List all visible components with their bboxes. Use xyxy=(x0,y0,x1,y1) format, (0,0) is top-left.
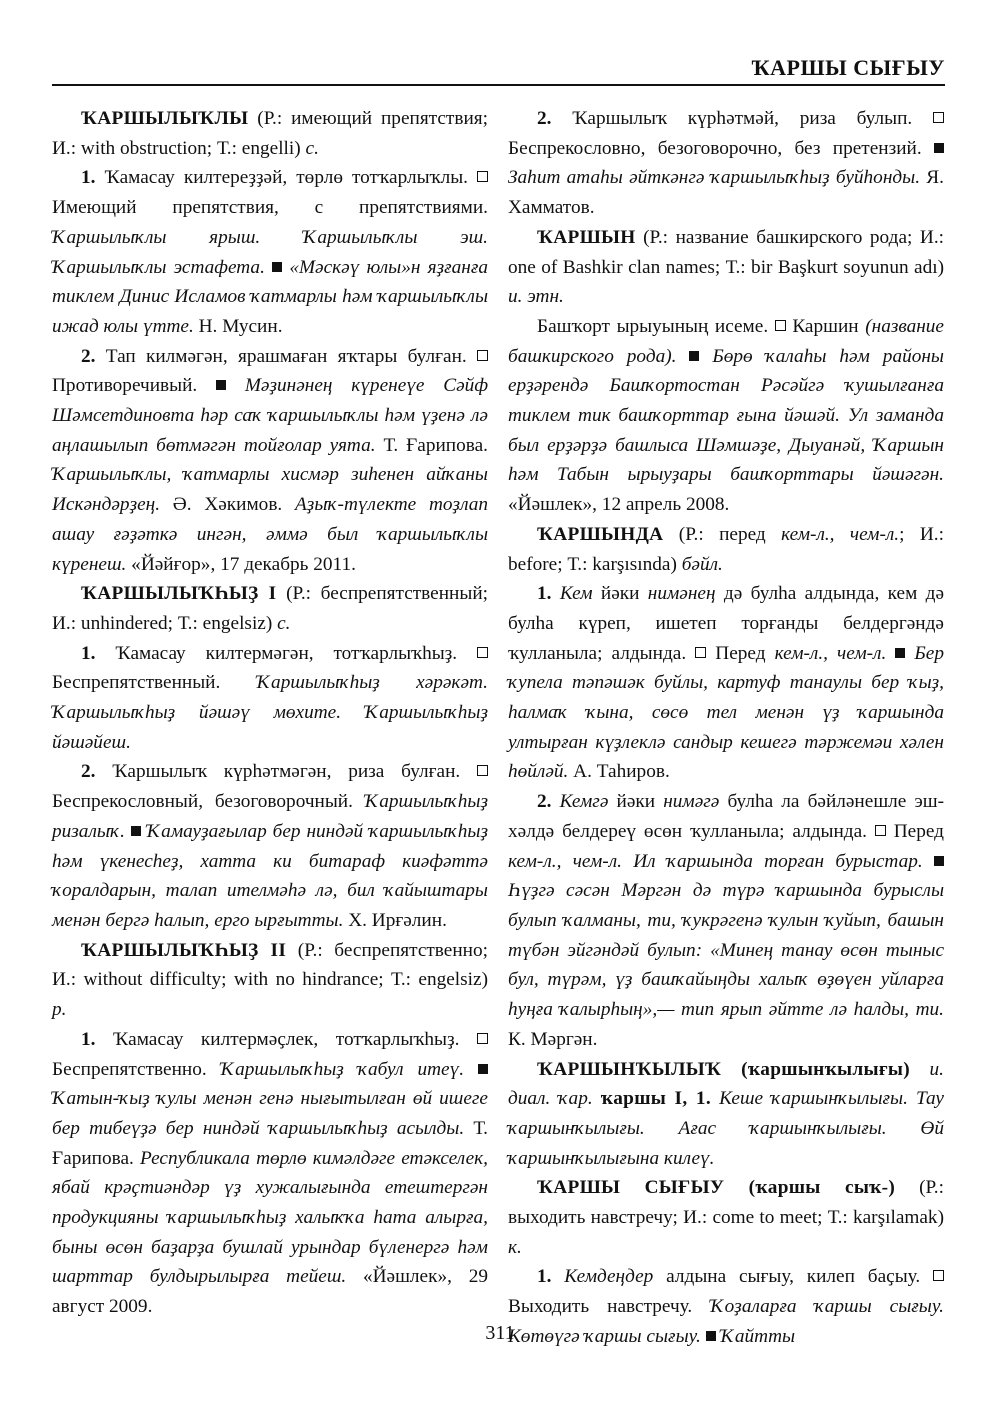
part-of-speech: и. диал. ҡар. xyxy=(508,1058,944,1110)
usage-examples: Ҡаршылыҡһыҙ хәрәкәт. Ҡаршылыҡһыҙ йәшәү мөхите. Ҡаршылыҡһыҙ йәшәйеш. xyxy=(52,672,488,753)
russian-equivalent: Беспрекословный, безоговорочный. xyxy=(52,791,365,813)
sense-number: 2. xyxy=(537,791,552,813)
sense-2 xyxy=(52,342,488,580)
part-of-speech: р. xyxy=(52,999,67,1021)
citation: Аҙыҡ-түлекте тоҙлап ашау ғәҙәткә ингән, әммә был ҡаршылыҡлы күренеш. xyxy=(52,494,488,575)
definition: Ҡамасау килтермәҫлек, тотҡарлыҡһыҙ. xyxy=(95,1028,477,1050)
russian-marker-icon xyxy=(695,647,706,658)
definition: Ҡаршылыҡ күрһәтмәгән, риза булған. xyxy=(95,761,477,783)
sense-1 xyxy=(52,163,488,341)
sense-number: 2. xyxy=(81,345,96,367)
sense-number: 1. xyxy=(537,1266,552,1288)
definition: йәки xyxy=(592,583,648,605)
citation-source: «Йәшлек», 12 апрель 2008. xyxy=(508,494,730,516)
part-of-speech: и. этн. xyxy=(508,286,564,308)
sense-number: 1. xyxy=(81,1028,96,1050)
entry-translations: (Р.: беспрепятственно; И.: without difficulty; with no hindrance; Т.: engelsiz) xyxy=(52,939,488,991)
citation-source: «Йәшлек», 29 август 2009. xyxy=(52,1266,488,1318)
sense-1 xyxy=(52,639,488,758)
citation: Ҡаршылыҡлы, ҡатмарлы хисмәр зиһенен айҡаны Искәндәрҙең. xyxy=(52,464,488,516)
entry-karshyn xyxy=(508,223,944,312)
headword: ҠАРШЫЛЫҠҺЫҘ I xyxy=(81,583,277,605)
citation: Ҡамауҙағылар бер ниндәй ҡаршылыҡһыҙ һәм үкенесһеҙ, хатта ки битараф киәфәттә ҡоралдарын, талап ителмәһә лә, бил ҡайыштары менән бергә һалып, ерго ырғытты. xyxy=(52,820,489,931)
citation-author: Я. Хамматов. xyxy=(508,167,944,219)
citation: Мәҙинәнең күренеүе Сәйф Шәмсетдиновта һәр саҡ ҡаршылыҡлы һәм үҙенә лә аңлашылып бөтмәгән тойғолар уята. xyxy=(52,375,489,456)
part-of-speech: с. xyxy=(305,137,319,159)
usage-examples: Кеше ҡаршынҡылығы. Тау ҡаршынҡылығы. Ағас ҡаршынҡылығы. Өй ҡаршынҡылығына килеү. xyxy=(508,1088,944,1169)
citation: Ҡатын-ҡыҙ ҡулы менән генә нығытылған өй ишеге бер тибеүҙә бер ниндәй ҡаршылыҡһыҙ асылды. xyxy=(52,1088,488,1139)
sense-2 xyxy=(508,787,944,1054)
russian-equivalent: Перед xyxy=(885,820,944,842)
russian-gloss: (название башкирского рода). xyxy=(508,315,944,367)
citation: Бер ҡупела тәпәшәк буйлы, картуф танаулы бер ҡыҙ, һалмаҡ ҡына, сөсө тел менән үҙ ҡаршында ултырған күҙлеклә сандыр кешегә тәржемәи хәлен һөйләй. xyxy=(508,642,944,783)
sense-1 xyxy=(52,1025,488,1322)
russian-marker-icon xyxy=(933,112,944,123)
entry-translations-italic: кем-л., чем-л. xyxy=(781,523,900,545)
sense-number: 1. xyxy=(81,167,96,189)
russian-marker-icon xyxy=(477,647,488,658)
definition: алдына сығыу, килеп баҫыу. xyxy=(653,1266,934,1288)
definition-italic: Кемгә xyxy=(551,791,609,813)
sense-number: 2. xyxy=(81,761,96,783)
citation-marker-icon xyxy=(895,648,905,658)
entry-translations: (Р.: выходить навстречу; И.: come to meet; Т.: karşılamak) xyxy=(508,1177,944,1229)
citation-author: Х. Ирғәлин. xyxy=(343,909,447,931)
citation-author: Т. Ғарипова. xyxy=(375,434,488,456)
entry-karshylykhyz-2 xyxy=(52,936,488,1025)
citation-marker-icon xyxy=(689,351,699,361)
entry-translations: ; И.: before; Т.: karşısında) xyxy=(508,523,944,575)
definition: дә булһа алдында, кем дә булһа күреп, ишетеп торғанды белдергәндә ҡулланыла; алдында. xyxy=(508,583,945,664)
definition: Ҡамасау килтереҙҙәй, төрлө тотҡарлыҡлы. xyxy=(95,167,477,189)
citation: Ҡайтты xyxy=(715,1325,796,1347)
definition: булһа ла бәйләнешле эш-хәлдә белдереү өсөн ҡулланыла; алдында. xyxy=(508,791,945,842)
page-number: 311 xyxy=(485,1322,515,1344)
definition-italic: Кем xyxy=(551,583,593,605)
definition: Тап килмәгән, ярашмаған яҡтары булған. xyxy=(95,345,477,367)
russian-equivalent: Имеющий препятствия, с препятствиями. xyxy=(52,197,488,219)
entry-karshylykly xyxy=(52,104,488,163)
citation-author: Ә. Хәкимов. xyxy=(160,494,296,516)
usage-examples: Ҡаршылыҡһыҙ ризалыҡ. xyxy=(52,791,488,842)
russian-equivalent: Каршин xyxy=(785,315,866,337)
citation-author: К. Мәргән. xyxy=(508,1028,598,1050)
citation-source: «Йәйғор», 17 декабрь 2011. xyxy=(126,553,356,575)
entry-translations: (Р.: название башкирского рода; И.: one of Bashkir clan names; Т.: bir Başkurt soyunun adı) xyxy=(508,226,944,278)
usage-examples: Ҡаршылыҡһыҙ ҡабул итеү. xyxy=(220,1058,465,1080)
part-of-speech: к. xyxy=(508,1236,522,1258)
citation-author: Н. Мусин. xyxy=(193,315,283,337)
header-rule xyxy=(52,84,945,86)
russian-equivalent: Противоречивый. xyxy=(52,375,217,397)
citation-author: А. Таһиров. xyxy=(568,761,670,783)
definition-italic: нимәгә xyxy=(663,791,720,813)
sense-number: 1. xyxy=(81,642,96,664)
usage-examples: Ҡоҙаларға ҡаршы сығыу. Көтөүгә ҡаршы сығыу. xyxy=(508,1296,945,1347)
headword: ҠАРШЫ СЫҒЫУ (ҡаршы сыҡ-) xyxy=(537,1177,896,1199)
headword: ҠАРШЫН xyxy=(537,226,636,248)
russian-marker-icon xyxy=(933,1270,944,1281)
sense-2-continued xyxy=(508,104,944,223)
definition-italic: нимәнең xyxy=(647,583,716,605)
usage-examples: Ҡаршылыҡлы ярыш. Ҡаршылыҡлы эш. Ҡаршылыҡлы эстафета. xyxy=(52,226,488,278)
sense-number: 2. xyxy=(537,108,552,129)
entry-translations: (Р.: беспрепятственный; И.: unhindered; Т.: engelsiz) xyxy=(52,583,488,634)
headword: ҠАРШЫЛЫҠҺЫҘ II xyxy=(81,939,287,961)
russian-marker-icon xyxy=(775,320,786,331)
sense-number: 1. xyxy=(537,583,552,605)
headword: ҠАРШЫНҠЫЛЫҠ (ҡаршынҡылығы) xyxy=(537,1058,910,1080)
russian-equivalent: Беспрепятственный. xyxy=(52,672,257,694)
part-of-speech: с. xyxy=(277,612,291,634)
russian-gloss: кем-л., чем-л. Ил ҡаршында торған бурыстар. xyxy=(508,850,923,872)
cross-reference: ҡаршы I, 1. xyxy=(600,1088,711,1110)
citation: Заһит атаһы әйткәнгә ҡаршылыҡһыҙ буйһонды. xyxy=(508,167,921,189)
russian-marker-icon xyxy=(875,825,886,836)
citation: Бөрө ҡалаһы һәм районы ерҙәрендә Башҡортостан Рәсәйгә ҡушылғанға тиклем тик башҡорттар ғына йәшәй. Ул заманда был ерҙәрҙә башлыса Шәмшәҙе, Дыуанәй, Ҡаршын һәм Табын ырыуҙары башҡорттары йәшәгән. xyxy=(508,345,944,486)
citation-marker-icon xyxy=(131,826,141,836)
running-head: ҠАРШЫ СЫҒЫУ xyxy=(751,55,945,80)
citation-marker-icon xyxy=(216,380,226,390)
definition: йәки xyxy=(608,791,664,813)
left-column xyxy=(52,104,488,1322)
definition: Ҡамасау килтермәгән, тотҡарлыҡһыҙ. xyxy=(95,642,477,664)
definition: Ҡаршылыҡ күрһәтмәй, риза булып. xyxy=(551,108,933,129)
definition-italic: Кемдеңдер xyxy=(551,1266,654,1288)
russian-marker-icon xyxy=(477,765,488,776)
sense-1 xyxy=(508,579,944,787)
russian-equivalent: Выходить навстречу. xyxy=(508,1296,711,1318)
citation: «Мәскәү юлы»н яҙғанға тиклем Динис Исламов ҡатмарлы һәм ҡаршылыҡлы ижад юлы үтте. xyxy=(52,256,488,337)
headword: ҠАРШЫНДА xyxy=(537,523,664,545)
russian-equivalent: Беспрекословно, безоговорочно, без претензий. xyxy=(508,137,934,159)
russian-marker-icon xyxy=(477,1033,488,1044)
entry-karshynda xyxy=(508,520,944,579)
definition-block xyxy=(508,312,944,520)
citation: Һүҙгә сәсән Мәргән дә түрә ҡаршында бурыслы булып ҡалманы, ти, ҡукрәгенә ҡулын ҡуйып, башын түбән эйгәндәй булып: «Минең танау өсөн тыныс бул, түрәм, үҙ башҡайыңды халыҡ өҙөүен уйларға һуңға ҡалырһың»,— тип ярып әйтте лә һалды, ти. xyxy=(508,880,944,1021)
russian-gloss: кем-л., чем-л. xyxy=(774,642,887,664)
russian-marker-icon xyxy=(477,350,488,361)
citation-marker-icon xyxy=(478,1064,488,1074)
entry-karshy-syryu xyxy=(508,1173,944,1262)
right-column xyxy=(508,104,944,1352)
russian-equivalent: Перед xyxy=(706,642,775,664)
russian-equivalent: Беспрепятственно. xyxy=(52,1058,221,1080)
entry-translations: (Р.: имеющий препятствия; И.: with obstruction; Т.: engelli) xyxy=(52,108,488,159)
entry-karshylykhyz-1 xyxy=(52,579,488,638)
citation: Республикала төрлө кимәлдәге етәкселек, ябай крәҫтиәндәр үҙ хужалығында етештергән продукцияны ҡаршылыҡһыҙ халыҡҡа һата алырға, быны өсөн баҙарҙа бушлай урындар бүленергә һәм шарттар булдырылырға тейеш. xyxy=(52,1147,488,1288)
citation-marker-icon xyxy=(934,143,944,153)
russian-marker-icon xyxy=(477,171,488,182)
citation-marker-icon xyxy=(934,856,944,866)
headword: ҠАРШЫЛЫҠЛЫ xyxy=(81,108,249,129)
entry-karshynkylyk xyxy=(508,1055,944,1174)
part-of-speech: бәйл. xyxy=(681,553,723,575)
sense-2 xyxy=(52,757,488,935)
citation-marker-icon xyxy=(272,262,282,272)
entry-translations: (Р.: перед xyxy=(663,523,782,545)
citation-author: Т. Ғарипова. xyxy=(52,1117,488,1169)
definition: Башҡорт ырыуының исеме. xyxy=(537,315,775,337)
